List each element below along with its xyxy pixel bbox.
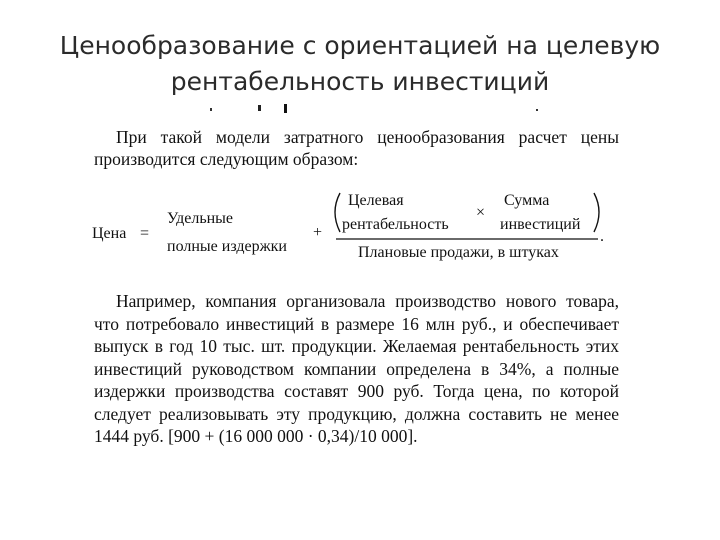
scanned-text-block	[90, 118, 630, 458]
example-paragraph: Например, компания организовала производство нового товара, что потребовало инвестиций в размере 16 млн руб., и обеспечивает выпуск в год 10 тыс. шт. продукции. Желаемая рентабельность этих инвестиций руководством компании определена в 34%, а полные издержки производства составят 900 руб. Тогда цена, по которой следует реализовывать эту продукцию, должна составить не менее 1444 руб. [900 + (16 000 000 · 0,34)/10 000].	[94, 291, 619, 446]
formula-period: .	[600, 228, 604, 245]
price-formula	[90, 188, 630, 274]
formula-left-paren	[335, 193, 340, 232]
formula-target-line-2: рентабельность	[342, 216, 449, 233]
slide-title-line-2: рентабельность инвестиций	[170, 67, 550, 96]
formula-right-paren	[594, 193, 599, 232]
scan-artifact-marks	[200, 102, 560, 116]
formula-equals-sign: =	[140, 225, 150, 242]
slide-title-line-1: Ценообразование с ориентацией на целевую	[59, 31, 661, 60]
formula-plus-sign: +	[313, 224, 323, 241]
formula-unit-cost-line-1: Удельные	[167, 210, 234, 227]
formula-multiply-sign: ×	[476, 204, 486, 221]
formula-target-line-1: Целевая	[348, 192, 404, 209]
formula-unit-cost-line-2: полные издержки	[167, 238, 287, 255]
formula-investment-line-1: Сумма	[504, 192, 550, 209]
intro-paragraph: При такой модели затратного ценообразования расчет цены производится следующим образом:	[94, 127, 619, 169]
formula-investment-line-2: инвестиций	[500, 216, 581, 233]
formula-price-label: Цена	[92, 225, 127, 242]
formula-denominator: Плановые продажи, в штуках	[358, 244, 559, 261]
slide-title	[40, 28, 680, 100]
